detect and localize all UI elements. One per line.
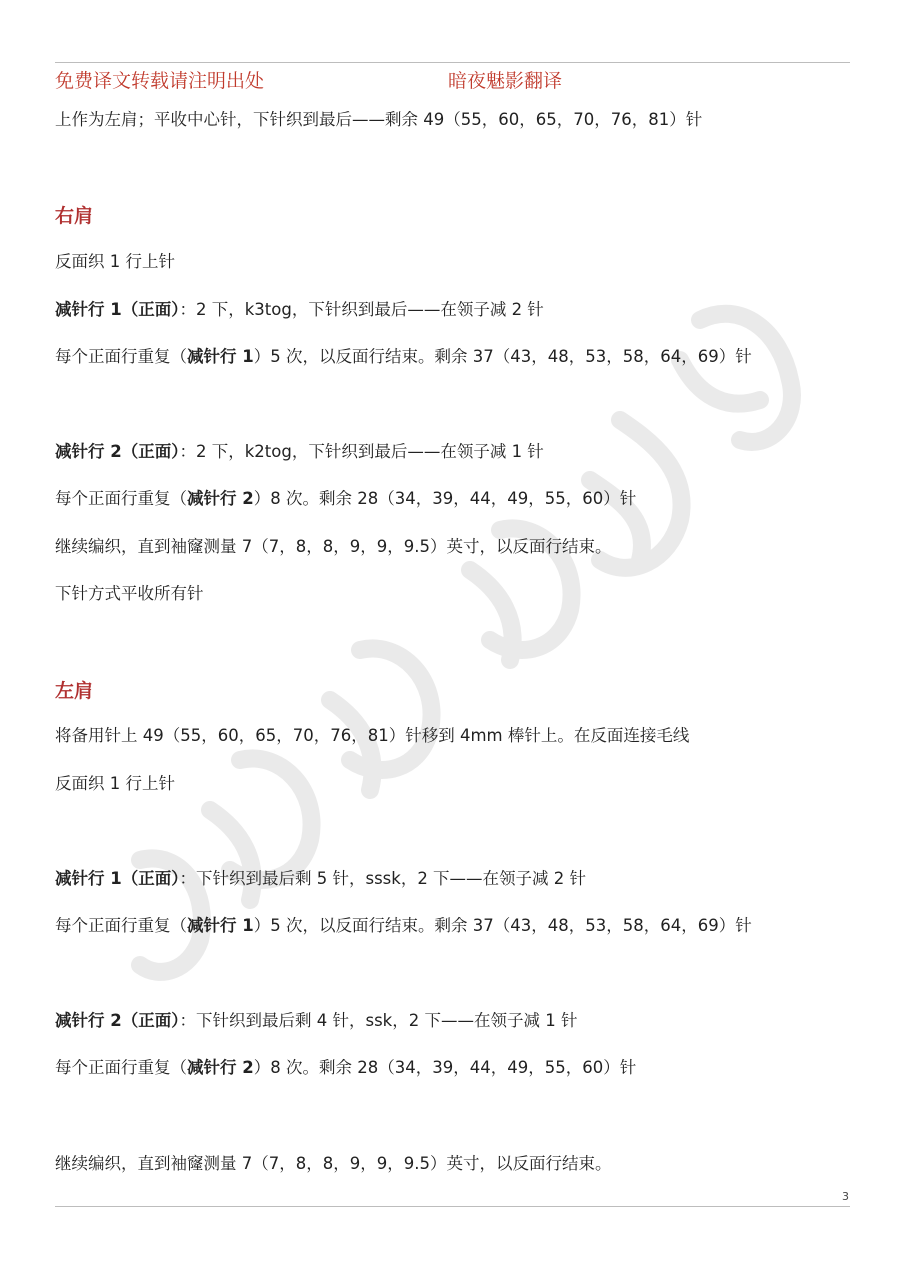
dec-row-2-instructions: ：下针织到最后剩 4 针，ssk，2 下——在领子减 1 针 bbox=[179, 1011, 578, 1030]
text-line-left-dec-row-2 bbox=[55, 1007, 577, 1031]
dec-row-2-label: 减针行 2（正面） bbox=[55, 442, 180, 461]
repeat-suffix: ）8 次。剩余 28（34，39，44，49，55，60）针 bbox=[253, 1058, 637, 1077]
text-line-dec-row-2 bbox=[55, 438, 544, 462]
page-number: 3 bbox=[842, 1190, 849, 1203]
repeat-row-label: 减针行 2 bbox=[187, 489, 254, 508]
repeat-row-label: 减针行 2 bbox=[187, 1058, 254, 1077]
text-line-repeat-dec-2 bbox=[55, 485, 636, 509]
header-copyright-note: 免费译文转载请注明出处 bbox=[55, 70, 265, 92]
text-line-continue-knitting: 继续编织，直到袖窿测量 7（7，8，8，9，9，9.5）英寸，以反面行结束。 bbox=[55, 537, 612, 556]
text-line-purl-row: 反面织 1 行上针 bbox=[55, 252, 175, 271]
text-line-left-dec-row-1 bbox=[55, 865, 586, 889]
text-line-bind-off-all: 下针方式平收所有针 bbox=[55, 584, 204, 603]
dec-row-1-instructions: ：下针织到最后剩 5 针，sssk，2 下——在领子减 2 针 bbox=[179, 869, 587, 888]
repeat-prefix: 每个正面行重复（ bbox=[55, 916, 187, 935]
text-line-left-continue-knitting: 继续编织，直到袖窿测量 7（7，8，8，9，9，9.5）英寸，以反面行结束。 bbox=[55, 1154, 612, 1173]
footer-rule bbox=[55, 1206, 850, 1207]
dec-row-1-instructions: ：2 下，k3tog，下针织到最后——在领子减 2 针 bbox=[179, 300, 544, 319]
text-line-purl-row-left: 反面织 1 行上针 bbox=[55, 774, 175, 793]
header-rule bbox=[55, 62, 850, 63]
text-line-move-stitches: 将备用针上 49（55，60，65，70，76，81）针移到 4mm 棒针上。在反面连接毛线 bbox=[55, 726, 690, 745]
section-heading-right-shoulder: 右肩 bbox=[55, 205, 94, 227]
repeat-suffix: ）5 次，以反面行结束。剩余 37（43，48，53，58，64，69）针 bbox=[253, 916, 752, 935]
repeat-row-label: 减针行 1 bbox=[187, 347, 254, 366]
repeat-prefix: 每个正面行重复（ bbox=[55, 347, 187, 366]
dec-row-1-label: 减针行 1（正面） bbox=[55, 300, 180, 319]
text-line-dec-row-1 bbox=[55, 296, 544, 320]
repeat-suffix: ）5 次，以反面行结束。剩余 37（43，48，53，58，64，69）针 bbox=[253, 347, 752, 366]
dec-row-1-label: 减针行 1（正面） bbox=[55, 869, 180, 888]
section-heading-left-shoulder: 左肩 bbox=[55, 680, 94, 702]
header-translator-credit: 暗夜魅影翻译 bbox=[448, 70, 563, 92]
text-line-left-shoulder-bind-off: 上作为左肩；平收中心针，下针织到最后——剩余 49（55，60，65，70，76，81）针 bbox=[55, 110, 703, 129]
text-line-left-repeat-dec-2 bbox=[55, 1054, 636, 1078]
repeat-prefix: 每个正面行重复（ bbox=[55, 1058, 187, 1077]
dec-row-2-instructions: ：2 下，k2tog，下针织到最后——在领子减 1 针 bbox=[179, 442, 544, 461]
text-line-left-repeat-dec-1 bbox=[55, 912, 752, 936]
repeat-prefix: 每个正面行重复（ bbox=[55, 489, 187, 508]
repeat-row-label: 减针行 1 bbox=[187, 916, 254, 935]
repeat-suffix: ）8 次。剩余 28（34，39，44，49，55，60）针 bbox=[253, 489, 637, 508]
dec-row-2-label: 减针行 2（正面） bbox=[55, 1011, 180, 1030]
text-line-repeat-dec-1 bbox=[55, 343, 752, 367]
